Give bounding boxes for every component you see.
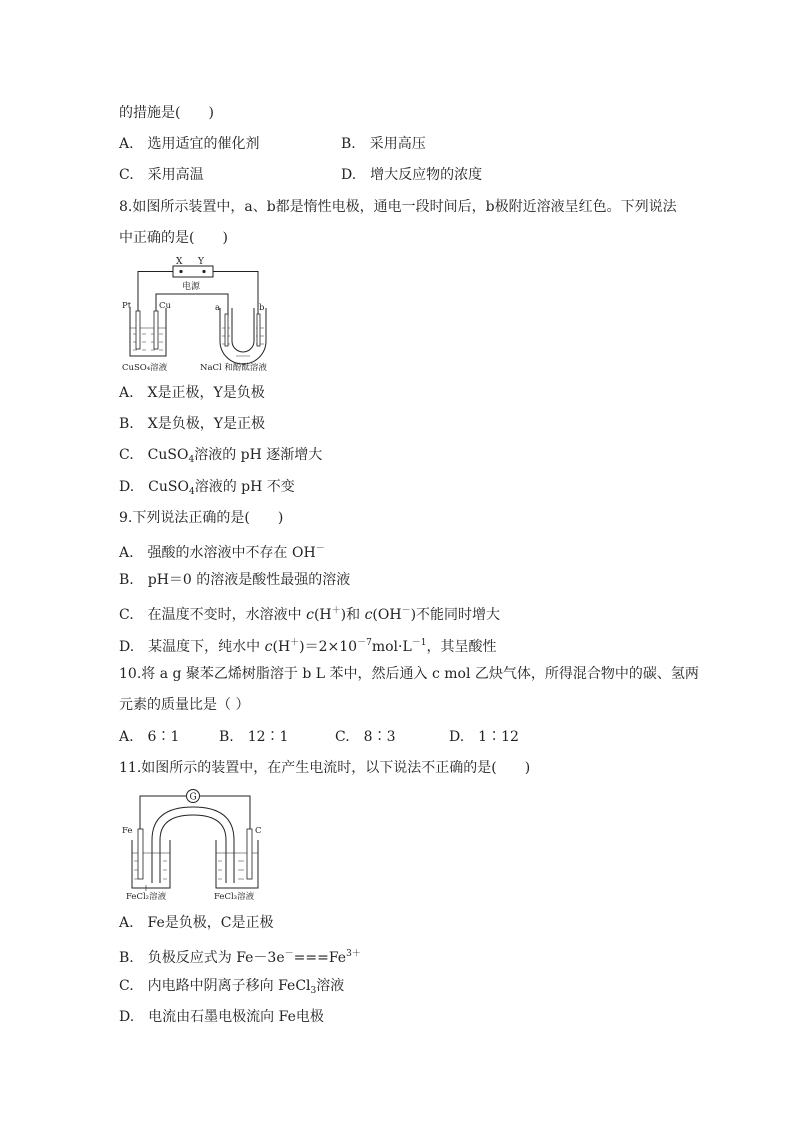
- q9-option-c: C. 在温度不变时，水溶液中 c(H＋)和 c(OH－)不能同时增大: [119, 606, 501, 623]
- q11-option-c: C. 内电路中阴离子移向 FeCl$_3$溶液: [119, 978, 345, 996]
- q9-option-d: D. 某温度下，纯水中 $c(H^+)=2\times 10^{-7}mol\cdot L^{-1}$，其呈酸性: [119, 638, 497, 655]
- q11-option-d: D. 电流由石墨电极流向 Fe电极: [119, 1009, 324, 1025]
- q8-option-b: B. X是负极，Y是正极: [119, 416, 265, 432]
- q8-option-c: C. CuSO$_4$溶液的 pH 逐渐增大: [119, 447, 323, 465]
- q9-option-a: A. 强酸的水溶液中不存在 OH－: [119, 544, 325, 561]
- galvanometer-label: G: [189, 792, 197, 803]
- q7-option-c: C. 采用高温: [119, 167, 204, 183]
- q11-galvanic-cell-diagram: [118, 785, 278, 905]
- q11-option-b: B. 负极反应式为 $Fe-3e^-===Fe^{3+}$: [119, 949, 361, 966]
- q7-option-a: A. 选用适宜的催化剂: [119, 136, 260, 152]
- fecl3-solution-label: FeCl₃溶液: [214, 892, 255, 902]
- pt-label: Pt: [122, 301, 132, 311]
- q10-option-d: D. 1∶12: [449, 729, 519, 745]
- q8-stem-line2: 中正确的是( ): [119, 230, 228, 246]
- q10-stem-line2: 元素的质量比是（ ）: [119, 697, 250, 713]
- q7-stem-tail: 的措施是( ): [119, 105, 214, 121]
- q10-stem-line1: 10.将 a g 聚苯乙烯树脂溶于 b L 苯中，然后通入 c mol 乙炔气体，所得混合物中的碳、氢两: [119, 666, 699, 682]
- nacl-solution-label: NaCl 和酚酞溶液: [200, 363, 267, 373]
- q8-electrolysis-diagram: [118, 256, 288, 376]
- fecl2-solution-label: FeCl₂溶液: [126, 892, 167, 902]
- q11-option-a: A. Fe是负极，C是正极: [119, 915, 274, 931]
- c-electrode-label: C: [255, 826, 262, 836]
- cuso4-solution-label: CuSO₄溶液: [122, 363, 168, 373]
- q8-option-a: A. X是正极，Y是负极: [119, 385, 265, 401]
- q9-option-b: B. pH＝0 的溶液是酸性最强的溶液: [119, 572, 351, 588]
- q7-option-b: B. 采用高压: [341, 136, 426, 152]
- cu-label: Cu: [159, 301, 171, 311]
- q10-option-c: C. 8∶3: [335, 729, 396, 745]
- q8-option-d: D. CuSO$_4$溶液的 pH 不变: [119, 479, 295, 497]
- q8-stem-line1: 8.如图所示装置中，a、b都是惰性电极，通电一段时间后，b极附近溶液呈红色。下列说法: [119, 199, 677, 215]
- fe-electrode-label: Fe: [122, 826, 133, 836]
- q10-option-a: A. 6∶1: [119, 729, 180, 745]
- electrode-a-label: a: [215, 303, 221, 313]
- q11-stem: 11.如图所示的装置中，在产生电流时，以下说法不正确的是( ): [119, 760, 531, 776]
- power-x-label: X: [176, 257, 183, 267]
- power-box: [173, 266, 213, 277]
- q9-stem: 9.下列说法正确的是( ): [119, 510, 284, 526]
- q7-option-d: D. 增大反应物的浓度: [341, 167, 483, 183]
- q10-option-b: B. 12∶1: [219, 729, 289, 745]
- power-y-label: Y: [198, 257, 204, 267]
- electrode-b-label: b: [259, 303, 265, 313]
- power-label: 电源: [182, 282, 201, 292]
